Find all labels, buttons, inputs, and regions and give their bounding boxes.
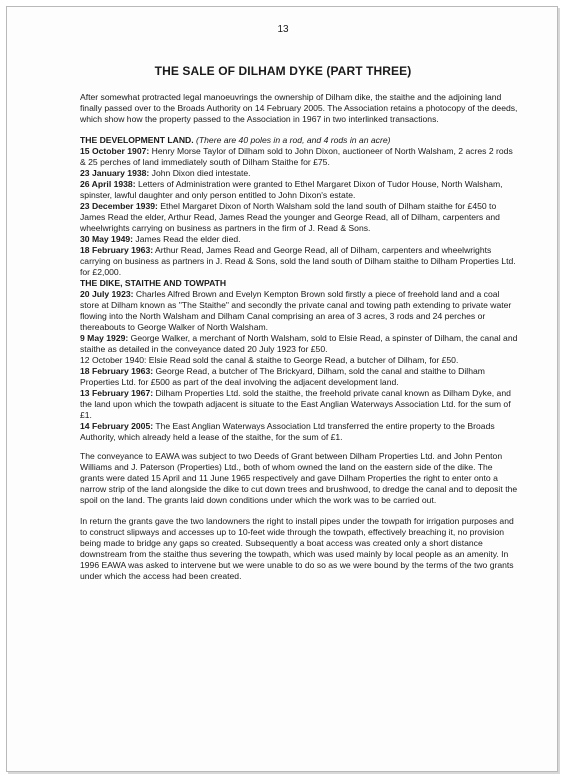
- document-body: [80, 92, 518, 592]
- list-item: 18 February 1963: Arthur Read, James Read and George Read, all of Dilham, carpenters and wheelwrights carrying on business as partners in J. Read & Sons, sold the land south of Dilham staithe to Dilham Properties Ltd. for £2,000.: [80, 245, 516, 277]
- list-item: 13 February 1967: Dilham Properties Ltd. sold the staithe, the freehold private canal known as Dilham Dyke, and the land upon which the towpath adjacent is situate to the East Anglian Waterways Association Ltd. for the sum of £1.: [80, 388, 511, 420]
- list-item: 26 April 1938: Letters of Administration were granted to Ethel Margaret Dixon of Tudor House, North Walsham, spinster, lawful daughter and only person entitled to John Dixon's estate.: [80, 179, 503, 200]
- section-note: (There are 40 poles in a rod, and 4 rods in an acre): [196, 135, 391, 145]
- list-item: 23 December 1939: Ethel Margaret Dixon of North Walsham sold the land south of Dilham staithe for £450 to James Read the elder, Arthur Read, James Read the younger and George Read, all of Dilham, carpenters and wheelwrights carrying on business as partners in the firm of J. Read & Sons.: [80, 201, 500, 233]
- list-item: 20 July 1923: Charles Alfred Brown and Evelyn Kempton Brown sold firstly a piece of freehold land and a coal store at Dilham known as "The Staithe" and secondly the private canal and towing path extending to private water flowing into the North Walsham and Dilham Canal comprising an area of 3 acres, 3 rods and 24 perches or thereabouts to George Walker of North Walsham.: [80, 289, 512, 332]
- list-item: 14 February 2005: The East Anglian Waterways Association Ltd transferred the entire property to the Broads Authority, which already held a lease of the staithe, for the sum of £1.: [80, 421, 495, 442]
- list-item: 23 January 1938: John Dixon died intestate.: [80, 168, 251, 178]
- section-heading-text: THE DEVELOPMENT LAND.: [80, 135, 194, 145]
- list-item: 12 October 1940: Elsie Read sold the canal & staithe to George Read, a butcher of Dilham, for £50.: [80, 355, 459, 365]
- section-heading: THE DIKE, STAITHE AND TOWPATH: [80, 278, 227, 288]
- intro-paragraph: After somewhat protracted legal manoeuvrings the ownership of Dilham dike, the staithe and the adjoining land finally passed over to the Broads Authority on 14 February 2005. The Association retains a photocopy of the deeds, which show how the property passed to the Association in 1967 in two interlinked transactions.: [80, 92, 518, 124]
- return-paragraph: In return the grants gave the two landowners the right to install pipes under the towpath for irrigation purposes and to construct slipways and accesses up to 10-feet wide through the towpath, effectively breaching it, no provision being made to bridge any gaps so created. Subsequently a boat access was created only a short distance downstream from the staithe thus severing the towpath, which was used mainly by local people as an amenity. In 1996 EAWA was asked to intervene but we were unable to do so as we were bound by the terms of the two grants under which the access had been created.: [80, 516, 514, 581]
- list-item: 18 February 1963: George Read, a butcher of The Brickyard, Dilham, sold the canal and staithe to Dilham Properties Ltd. for £500 as part of the deal involving the adjacent development land.: [80, 366, 485, 387]
- section-heading: [80, 135, 518, 146]
- list-item: 15 October 1907: Henry Morse Taylor of Dilham sold to John Dixon, auctioneer of North Walsham, 2 acres 2 rods & 25 perches of land immediately south of Dilham Staithe for £75.: [80, 146, 513, 167]
- section-development-land: [80, 135, 518, 278]
- list-item: 30 May 1949: James Read the elder died.: [80, 234, 241, 244]
- page-number: 13: [277, 24, 289, 35]
- page-title: THE SALE OF DILHAM DYKE (PART THREE): [154, 64, 412, 78]
- section-dike-staithe-towpath: [80, 278, 518, 443]
- list-item: 9 May 1929: George Walker, a merchant of North Walsham, sold to Elsie Read, a spinster of Dilham, the canal and staithe as detailed in the conveyance dated 20 July 1923 for £50.: [80, 333, 518, 354]
- conveyance-paragraph: The conveyance to EAWA was subject to two Deeds of Grant between Dilham Properties Ltd. and John Penton Williams and J. Paterson (Properties) Ltd., both of whom owned the land on the eastern side of the dike. The grants were dated 15 April and 11 June 1965 respectively and gave Dilham Properties the right to enter onto a narrow strip of the land alongside the dike to cut down trees and brushwood, to dredge the canal and to deposit the spoil on the land. The grants laid down conditions under which the work was to be carried out.: [80, 451, 518, 505]
